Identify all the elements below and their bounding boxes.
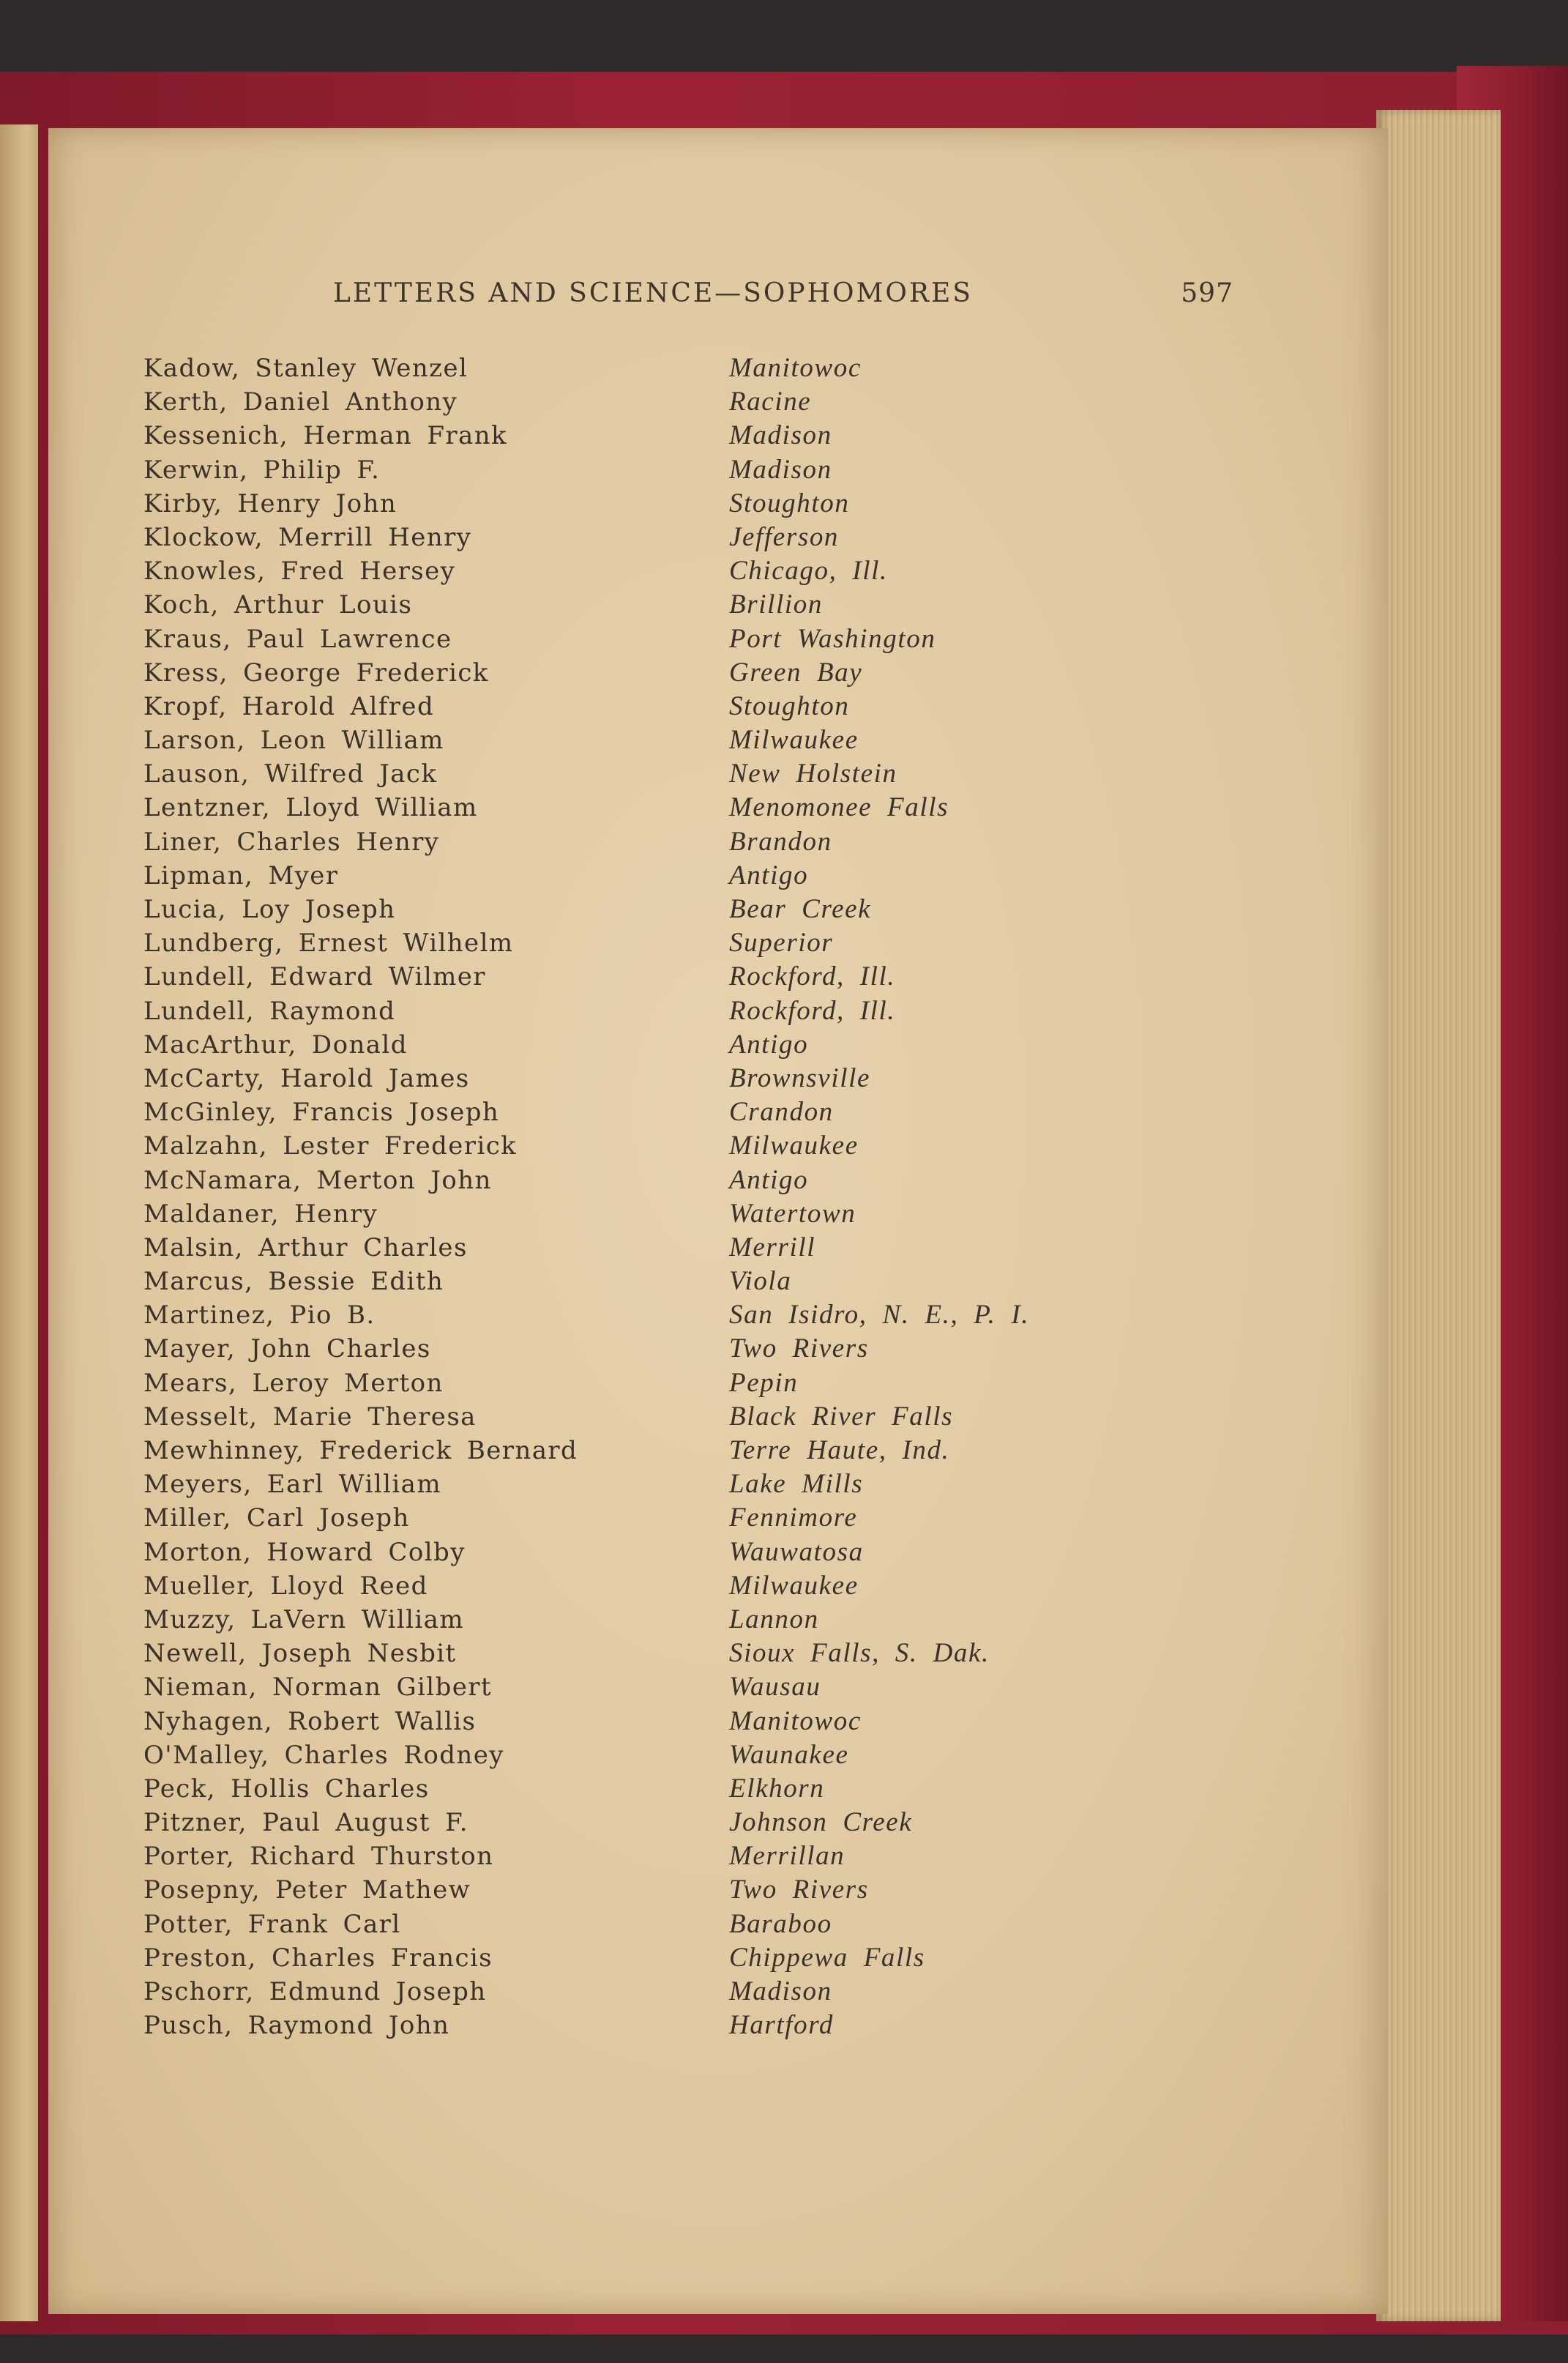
- student-name: O'Malley, Charles Rodney: [143, 1740, 504, 1770]
- hometown: Pepin: [729, 1367, 799, 1398]
- list-item: [143, 1298, 1168, 1332]
- student-name: Porter, Richard Thurston: [143, 1842, 494, 1872]
- list-item: [143, 453, 1168, 487]
- student-name: Newell, Joseph Nesbit: [143, 1639, 457, 1669]
- list-item: [143, 554, 1168, 588]
- student-name: Kerwin, Philip F.: [143, 455, 381, 485]
- list-item: [143, 690, 1168, 723]
- list-item: [143, 1265, 1168, 1298]
- list-item: [143, 1467, 1168, 1501]
- student-name: Morton, Howard Colby: [143, 1537, 466, 1567]
- student-name: Lauson, Wilfred Jack: [143, 759, 438, 789]
- list-item: [143, 1062, 1168, 1095]
- hometown: Milwaukee: [729, 1131, 859, 1161]
- list-item: [143, 757, 1168, 791]
- student-name: Lipman, Myer: [143, 860, 339, 890]
- student-name: Miller, Carl Joseph: [143, 1503, 410, 1533]
- student-name: Preston, Charles Francis: [143, 1943, 493, 1973]
- hometown: Viola: [729, 1266, 792, 1297]
- student-name: Martinez, Pio B.: [143, 1300, 376, 1331]
- hometown: San Isidro, N. E., P. I.: [729, 1300, 1030, 1331]
- hometown: Brandon: [729, 826, 832, 857]
- list-item: [143, 1839, 1168, 1873]
- hometown: Black River Falls: [729, 1401, 954, 1432]
- list-item: [143, 1332, 1168, 1366]
- section-title: LETTERS AND SCIENCE—SOPHOMORES: [333, 278, 973, 308]
- hometown: Madison: [729, 420, 832, 451]
- running-head: [333, 278, 1233, 322]
- student-name: Kraus, Paul Lawrence: [143, 624, 452, 654]
- student-name: Malsin, Arthur Charles: [143, 1232, 468, 1262]
- student-name: Mewhinney, Frederick Bernard: [143, 1436, 578, 1465]
- hometown: Terre Haute, Ind.: [729, 1435, 950, 1465]
- hometown: Superior: [729, 928, 834, 959]
- list-item: [143, 1603, 1168, 1637]
- student-name: McNamara, Merton John: [143, 1165, 492, 1195]
- list-item: [143, 1129, 1168, 1163]
- list-item: [143, 1908, 1168, 1941]
- list-item: [143, 1738, 1168, 1772]
- hometown: Lannon: [729, 1604, 819, 1634]
- hometown: Port Washington: [729, 623, 936, 654]
- list-item: [143, 1941, 1168, 1975]
- list-item: [143, 1028, 1168, 1062]
- hometown: Chippewa Falls: [729, 1942, 925, 1973]
- student-name: Kropf, Harold Alfred: [143, 691, 435, 721]
- list-item: [143, 893, 1168, 926]
- student-name: Kress, George Frederick: [143, 658, 489, 688]
- hometown: Wauwatosa: [729, 1536, 864, 1567]
- hometown: Lake Mills: [729, 1469, 864, 1500]
- list-item: [143, 926, 1168, 960]
- hometown: Chicago, Ill.: [729, 556, 888, 587]
- hometown: New Holstein: [729, 759, 897, 789]
- list-item: [143, 1975, 1168, 2009]
- hometown: Madison: [729, 1976, 832, 2006]
- list-item: [143, 994, 1168, 1028]
- hometown: Baraboo: [729, 1908, 832, 1939]
- hometown: Watertown: [729, 1198, 856, 1229]
- list-item: [143, 1366, 1168, 1400]
- student-name: Meyers, Earl William: [143, 1470, 441, 1500]
- list-item: [143, 351, 1168, 385]
- list-item: [143, 859, 1168, 893]
- list-item: [143, 1197, 1168, 1231]
- hometown: Brillion: [729, 589, 823, 620]
- hometown: Milwaukee: [729, 1570, 859, 1601]
- hometown: Stoughton: [729, 488, 850, 518]
- list-item: [143, 791, 1168, 825]
- hometown: Fennimore: [729, 1503, 858, 1533]
- hometown: Brownsville: [729, 1063, 870, 1093]
- hometown: Johnson Creek: [729, 1807, 913, 1838]
- hometown: Merrill: [729, 1232, 816, 1262]
- list-item: [143, 960, 1168, 994]
- hometown: Antigo: [729, 860, 809, 890]
- list-item: [143, 1569, 1168, 1603]
- hometown: Milwaukee: [729, 725, 859, 756]
- list-item: [143, 622, 1168, 656]
- student-name: Posepny, Peter Mathew: [143, 1875, 471, 1905]
- list-item: [143, 588, 1168, 622]
- hometown: Madison: [729, 454, 832, 485]
- page-fore-edge: [1376, 110, 1501, 2321]
- student-name: Pusch, Raymond John: [143, 2011, 450, 2041]
- list-item: [143, 419, 1168, 453]
- hometown: Two Rivers: [729, 1333, 869, 1364]
- list-item: [143, 1637, 1168, 1670]
- hometown: Rockford, Ill.: [729, 961, 896, 992]
- list-item: [143, 1095, 1168, 1129]
- student-name: Kirby, Henry John: [143, 488, 397, 518]
- student-name: Larson, Leon William: [143, 726, 444, 756]
- student-name: Marcus, Bessie Edith: [143, 1267, 444, 1297]
- student-name: McGinley, Francis Joseph: [143, 1098, 500, 1128]
- list-item: [143, 1873, 1168, 1907]
- hometown: Rockford, Ill.: [729, 995, 896, 1026]
- list-item: [143, 1434, 1168, 1467]
- list-item: [143, 487, 1168, 521]
- student-name: McCarty, Harold James: [143, 1063, 470, 1093]
- student-name: Muzzy, LaVern William: [143, 1604, 464, 1634]
- page-number: 597: [1181, 278, 1233, 308]
- list-item: [143, 656, 1168, 690]
- hometown: Manitowoc: [729, 353, 862, 383]
- hometown: Bear Creek: [729, 894, 872, 924]
- hometown: Waunakee: [729, 1739, 849, 1770]
- student-name: Kessenich, Herman Frank: [143, 421, 508, 451]
- student-name: Lundberg, Ernest Wilhelm: [143, 929, 514, 959]
- list-item: [143, 1164, 1168, 1197]
- list-item: [143, 1772, 1168, 1806]
- list-item: [143, 825, 1168, 859]
- hometown: Racine: [729, 387, 812, 417]
- student-name: Liner, Charles Henry: [143, 827, 440, 857]
- hometown: Stoughton: [729, 691, 850, 721]
- student-name: Peck, Hollis Charles: [143, 1774, 430, 1804]
- hometown: Two Rivers: [729, 1875, 869, 1905]
- hometown: Antigo: [729, 1029, 809, 1060]
- list-item: [143, 1536, 1168, 1569]
- student-name: Lundell, Edward Wilmer: [143, 962, 486, 992]
- student-name: Koch, Arthur Louis: [143, 590, 413, 620]
- list-item: [143, 723, 1168, 757]
- student-name: Knowles, Fred Hersey: [143, 557, 456, 587]
- list-item: [143, 1670, 1168, 1704]
- hometown: Hartford: [729, 2010, 835, 2041]
- hometown: Green Bay: [729, 657, 863, 688]
- list-item: [143, 1705, 1168, 1738]
- hometown: Antigo: [729, 1164, 809, 1195]
- student-name: Kadow, Stanley Wenzel: [143, 354, 468, 383]
- list-item: [143, 2009, 1168, 2042]
- facing-page-edge: [0, 124, 38, 2321]
- student-name: Messelt, Marie Theresa: [143, 1402, 477, 1432]
- student-name: Lundell, Raymond: [143, 996, 396, 1026]
- student-name: Nieman, Norman Gilbert: [143, 1672, 492, 1703]
- hometown: Menomonee Falls: [729, 792, 949, 823]
- student-name: Kerth, Daniel Anthony: [143, 387, 458, 417]
- student-name: Malzahn, Lester Frederick: [143, 1131, 518, 1161]
- hometown: Crandon: [729, 1097, 834, 1128]
- student-name: Potter, Frank Carl: [143, 1909, 401, 1939]
- list-item: [143, 1806, 1168, 1839]
- student-name: Mueller, Lloyd Reed: [143, 1571, 428, 1601]
- list-item: [143, 1231, 1168, 1265]
- student-name: Nyhagen, Robert Wallis: [143, 1706, 477, 1736]
- student-name: Mayer, John Charles: [143, 1334, 431, 1364]
- hometown: Elkhorn: [729, 1773, 825, 1804]
- student-name: Lucia, Loy Joseph: [143, 895, 396, 924]
- list-item: [143, 1400, 1168, 1434]
- student-name: Pschorr, Edmund Joseph: [143, 1977, 487, 2006]
- list-item: [143, 1501, 1168, 1535]
- student-name: Pitzner, Paul August F.: [143, 1808, 469, 1838]
- list-item: [143, 521, 1168, 554]
- list-item: [143, 385, 1168, 419]
- hometown: Manitowoc: [729, 1705, 862, 1736]
- hometown: Merrillan: [729, 1841, 845, 1872]
- student-name: Mears, Leroy Merton: [143, 1368, 444, 1398]
- hometown: Wausau: [729, 1672, 821, 1703]
- student-name: Maldaner, Henry: [143, 1199, 378, 1229]
- student-list: [143, 351, 1168, 2042]
- student-name: Lentzner, Lloyd William: [143, 793, 478, 823]
- hometown: Sioux Falls, S. Dak.: [729, 1638, 990, 1669]
- student-name: Klockow, Merrill Henry: [143, 522, 472, 552]
- student-name: MacArthur, Donald: [143, 1030, 408, 1060]
- hometown: Jefferson: [729, 521, 840, 552]
